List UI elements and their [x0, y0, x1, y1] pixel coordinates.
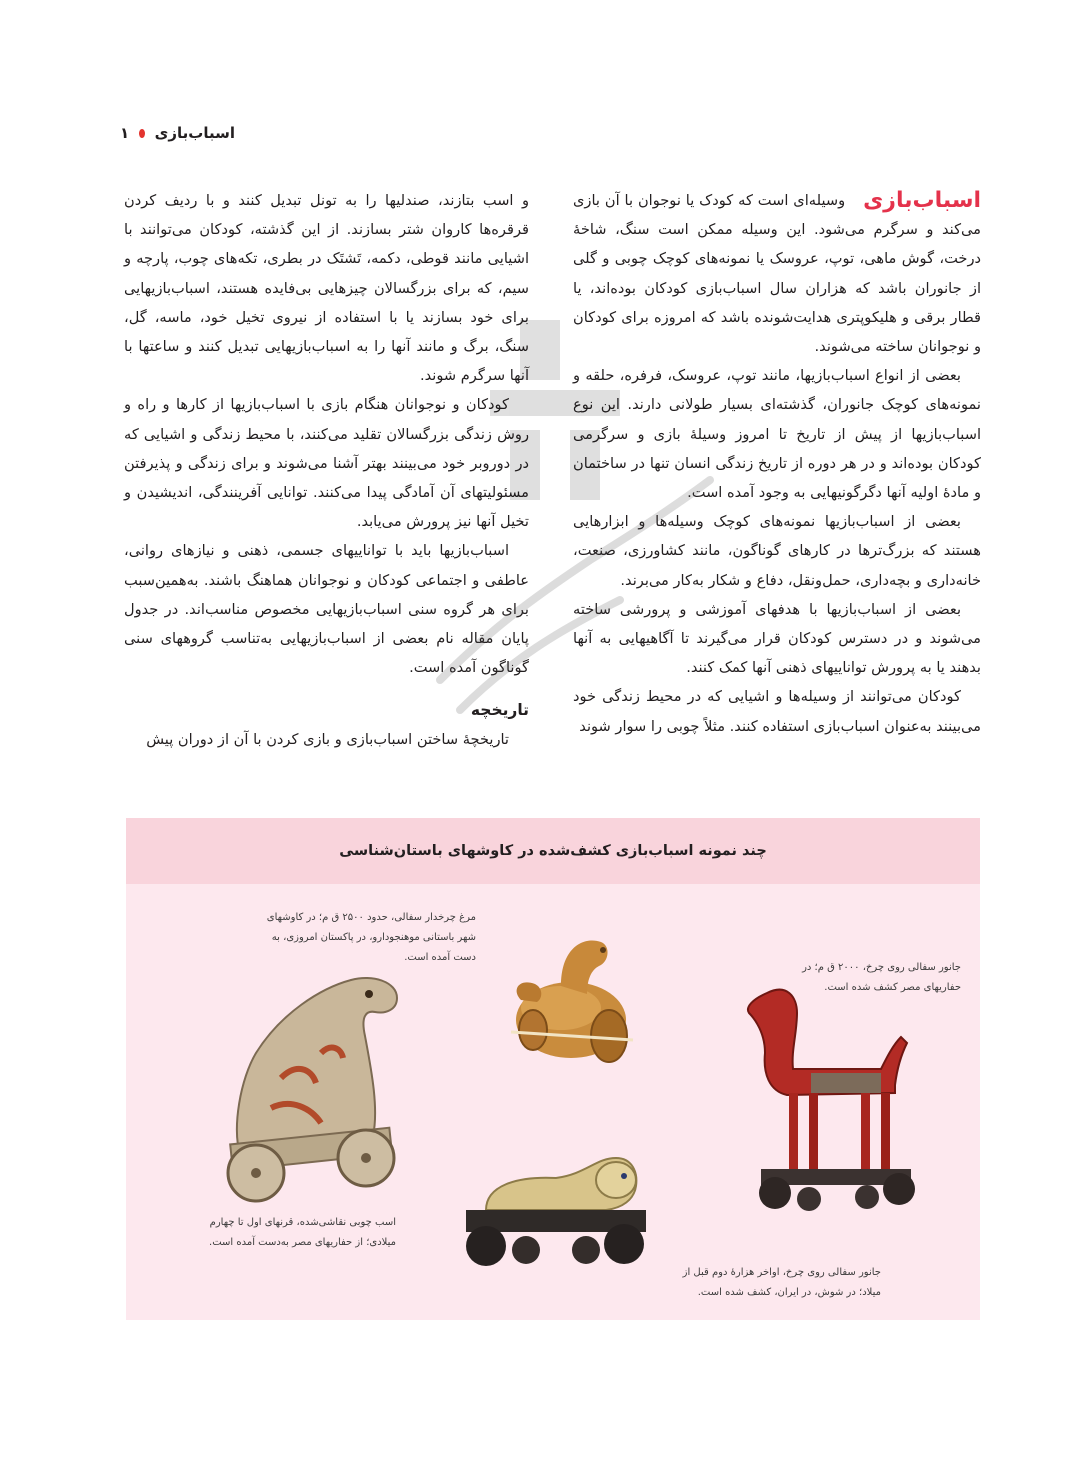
paragraph: و اسب بتازند، صندلیها را به تونل تبدیل کنند و با ردیف کردن قرقره‌ها کاروان شتر بسازند. از این گذشته، کودکان می‌توانند با اشیایی مانند قوطی، دکمه، تَشتَک در بطری، تکه‌های چوب، پارچه و سیم، که برای بزرگسالان چیزهایی بی‌فایده هستند، اسباب‌بازیهایی برای خود بسازند یا با استفاده از نیروی تخیل خود، ماسه، گل، سنگ، برگ و مانند آنها را به اسباب‌بازیهایی تبدیل کنند و ساعتها با آنها سرگرم شوند. [124, 192, 529, 385]
panel-title: چند نمونه اسباب‌بازی کشف‌شده در کاوشهای باستان‌شناسی [126, 818, 980, 884]
paragraph: اسباب‌بازیها باید با تواناییهای جسمی، ذهنی و نیازهای روانی، عاطفی و اجتماعی کودکان و نوجوانان هماهنگ باشند. به‌همین‌سبب برای هر گروه سنی اسباب‌بازیهایی مخصوص مناسب‌اند. در جدول پایان مقاله نام بعضی از اسباب‌بازیهایی به‌تناسب گروههای سنی گوناگون آمده است. [124, 542, 529, 677]
right-column [573, 186, 981, 741]
left-column [124, 186, 529, 755]
caption-bird-cart: مرغ چرخدار سفالی، حدود ۲۵۰۰ ق م؛ در کاوشهای شهر باستانی موهنجودارو، در پاکستان امروزی، به دست آمده است. [266, 912, 476, 963]
paragraph: بعضی از اسباب‌بازیها با هدفهای آموزشی و پرورشی ساخته می‌شوند و در دسترس کودکان قرار می‌گیرند تا آگاهیهایی به آنها بدهند یا به پرورش تواناییهای ذهنی آنها کمک کنند. [573, 600, 981, 677]
paragraph-text: وسیله‌ای است که کودک یا نوجوان با آن بازی می‌کند و سرگرم می‌شود. این وسیله ممکن است سنگ، شاخهٔ درخت، گوش ماهی، توپ، عروسک یا نمونه‌های کوچک چوبی و گلی از جانوران باشد که هزاران سال اسباب‌بازی کودکان بوده‌اند، یا قطار برقی و هلیکوپتری هدایت‌شونده باشد که امروزه برای کودکان و نوجوانان ساخته می‌شوند. [573, 192, 981, 356]
paragraph: بعضی از انواع اسباب‌بازیها، مانند توپ، عروسک، فرفره، حلقه و نمونه‌های کوچک جانوران، گذشته‌ای بسیار طولانی دارند. این نوع اسباب‌بازیها از پیش از تاریخ تا امروز وسیلهٔ بازی و سرگرمی کودکان بوده‌اند و در هر دوره از تاریخ زندگی انسان تنها در ساختمان و مادهٔ اولیه آنها دگرگونیهایی به وجود آمده است. [573, 367, 981, 502]
paragraph: کودکان می‌توانند از وسیله‌ها و اشیایی که در محیط زندگی خود می‌بینند به‌عنوان اسباب‌بازی استفاده کنند. مثلاً چوبی را سوار شوند [573, 688, 981, 735]
caption-wood-horse: اسب چوبی نقاشی‌شده، قرنهای اول تا چهارم میلادی؛ از حفاریهای مصر به‌دست آمده است. [209, 1217, 396, 1248]
caption-red-horse: جانور سفالی روی چرخ، ۲۰۰۰ ق م؛ در حفاریهای مصر کشف شده است. [802, 962, 961, 993]
archaeology-panel [126, 818, 980, 1320]
lion-cart-image [446, 1138, 666, 1278]
paragraph: بعضی از اسباب‌بازیها نمونه‌های کوچک وسیله‌ها و ابزارهایی هستند که بزرگ‌ترها در کارهای گوناگون، مانند کشاورزی، صنعت، خانه‌داری و بچه‌داری، حمل‌ونقل، دفاع و شکار به‌کار می‌برند. [573, 513, 981, 589]
red-horse-image [731, 973, 921, 1218]
paragraph: کودکان و نوجوانان هنگام بازی با اسباب‌بازیها از کارها و راه و روش زندگی بزرگسالان تقلید می‌کنند، با محیط زندگی و اشیایی که در دوروبر خود می‌بینند بهتر آشنا می‌شوند و برای زندگی و پذیرفتن مسئولیتهای آن آمادگی پیدا می‌کنند. توانایی آفرینندگی، اندیشیدن و تخیل آنها نیز پرورش می‌یابد. [124, 396, 529, 531]
section-heading: تاریخچه [470, 701, 529, 720]
page-number: ۱ [120, 124, 130, 142]
paragraph: تاریخچهٔ ساختن اسباب‌بازی و بازی کردن با آن از دوران پیش [146, 731, 509, 749]
paragraph [573, 186, 981, 361]
bullet-dot-icon [139, 129, 144, 138]
running-title: اسباب‌بازی [154, 124, 235, 142]
page-header [120, 118, 235, 148]
bird-cart-image [491, 928, 651, 1073]
wooden-horse-image [201, 958, 461, 1208]
entry-headword: اسباب‌بازی [863, 188, 981, 213]
caption-lion-cart: جانور سفالی روی چرخ، اواخر هزارهٔ دوم قبل از میلاد؛ در شوش، در ایران، کشف شده است. [682, 1267, 881, 1298]
